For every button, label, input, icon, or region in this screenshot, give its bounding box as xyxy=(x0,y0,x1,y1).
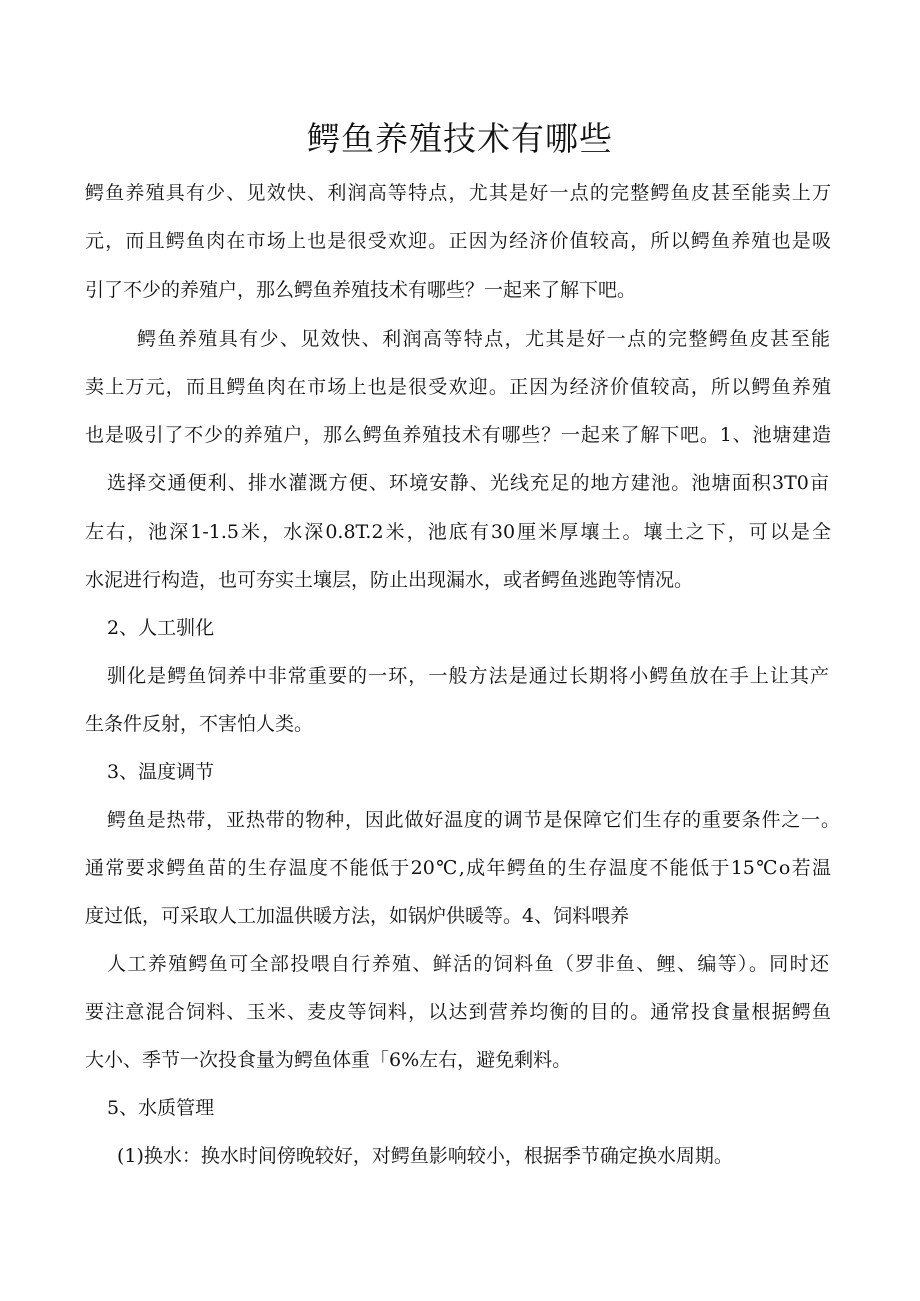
paragraph-line: 通常要求鳄鱼苗的生存温度不能低于20℃,成年鳄鱼的生存温度不能低于15℃o若温 xyxy=(85,857,831,879)
paragraph-line: 人工养殖鳄鱼可全部投喂自行养殖、鲜活的饲料鱼（罗非鱼、鲤、编等）。同时还 xyxy=(107,953,829,975)
paragraph-line: 左右，池深1-1.5米，水深0.8T.2米，池底有30厘米厚壤土。壤土之下，可以是全 xyxy=(85,521,831,543)
paragraph-line: 大小、季节一次投食量为鳄鱼体重「6%左右，避免剩料。 xyxy=(85,1049,572,1071)
paragraph-line: 驯化是鳄鱼饲养中非常重要的一环，一般方法是通过长期将小鳄鱼放在手上让其产 xyxy=(107,665,829,687)
paragraph-line: 选择交通便利、排水灌溉方便、环境安静、光线充足的地方建池。池塘面积3T0亩 xyxy=(107,472,829,494)
paragraph-line: 生条件反射，不害怕人类。 xyxy=(85,713,314,735)
paragraph-line: 鳄鱼养殖具有少、见效快、利润高等特点，尤其是好一点的完整鳄鱼皮甚至能卖上万 xyxy=(85,182,831,204)
paragraph-line: 元，而且鳄鱼肉在市场上也是很受欢迎。正因为经济价值较高，所以鳄鱼养殖也是吸 xyxy=(85,230,831,252)
paragraph-line: 水泥进行构造，也可夯实土壤层，防止出现漏水，或者鳄鱼逃跑等情况。 xyxy=(85,569,694,591)
paragraph-line: 卖上万元，而且鳄鱼肉在市场上也是很受欢迎。正因为经济价值较高，所以鳄鱼养殖 xyxy=(85,376,831,398)
document-title: 鳄鱼养殖技术有哪些 xyxy=(307,119,613,158)
paragraph-line: 鳄鱼是热带，亚热带的物种，因此做好温度的调节是保障它们生存的重要条件之一。 xyxy=(107,809,840,831)
paragraph-line: 要注意混合饲料、玉米、麦皮等饲料，以达到营养均衡的目的。通常投食量根据鳄鱼 xyxy=(85,1001,831,1023)
paragraph-line: 度过低，可采取人工加温供暖方法，如锅炉供暖等。4、饲料喂养 xyxy=(85,905,630,927)
section-heading: 3、温度调节 xyxy=(107,761,215,783)
paragraph-line: (1)换水：换水时间傍晚较好，对鳄鱼影响较小，根据季节确定换水周期。 xyxy=(117,1145,733,1167)
section-heading: 2、人工驯化 xyxy=(107,617,215,639)
paragraph-line: 也是吸引了不少的养殖户，那么鳄鱼养殖技术有哪些？一起来了解下吧。1、池塘建造 xyxy=(85,424,831,446)
section-heading: 5、水质管理 xyxy=(107,1097,215,1119)
paragraph-line: 引了不少的养殖户，那么鳄鱼养殖技术有哪些？一起来了解下吧。 xyxy=(85,279,637,301)
paragraph-line: 鳄鱼养殖具有少、见效快、利润高等特点，尤其是好一点的完整鳄鱼皮甚至能 xyxy=(137,328,830,350)
